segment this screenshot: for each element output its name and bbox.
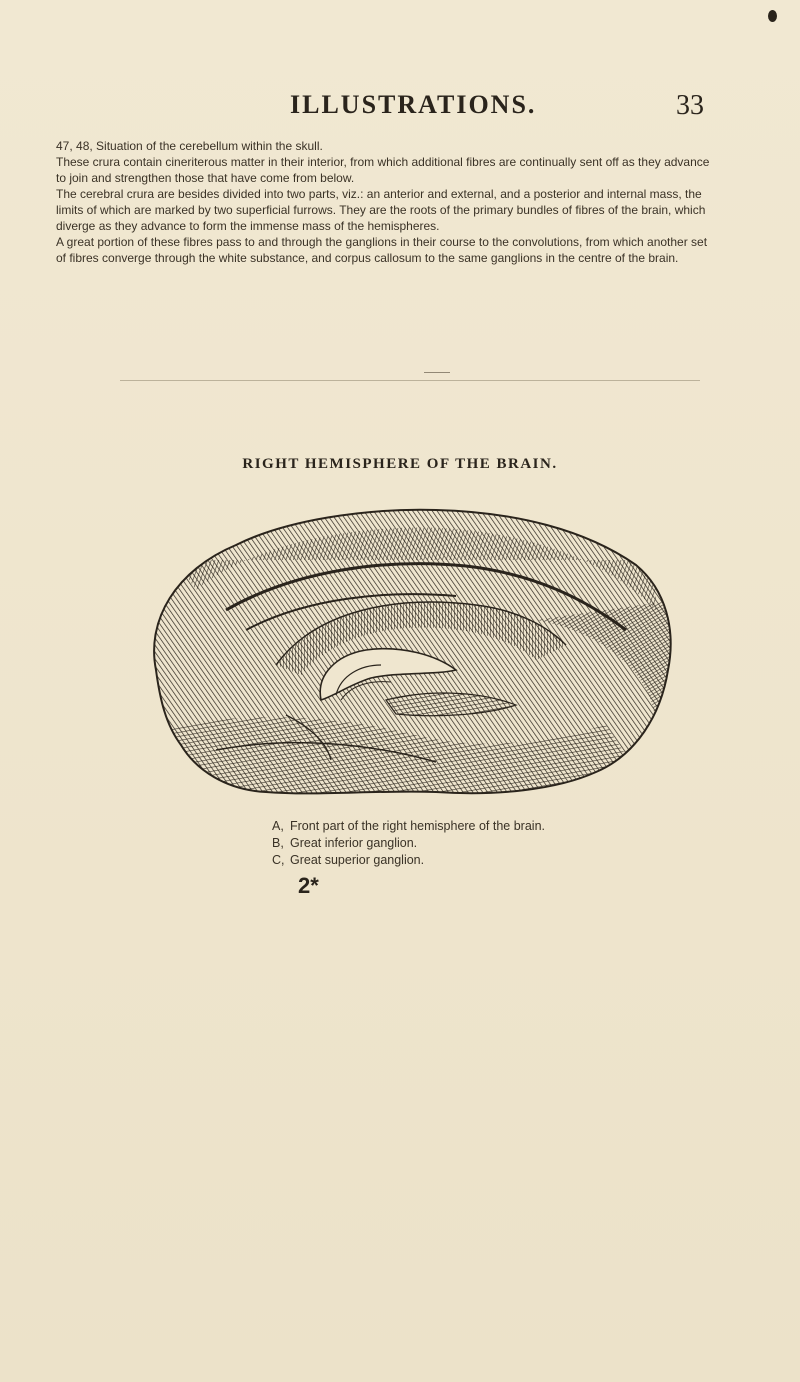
legend-item (272, 835, 632, 852)
ink-spot (768, 10, 777, 22)
caption-paragraph: A great portion of these fibres pass to and through the ganglions in their course to the convolutions, from which another set of fibres converge through the white substance, and corpus callosum to the same ganglions in the centre of the brain. (56, 235, 708, 265)
figure-legend (272, 818, 632, 869)
caption-paragraph: The cerebral crura are besides divided into two parts, viz.: an anterior and external, and a posterior and internal mass, the limits of which are marked by two superficial furrows. They are the roots of the primary bundles of fibres of the brain, which diverge as they advance to form the immense mass of the hemispheres. (56, 187, 706, 233)
legend-item (272, 852, 632, 869)
legend-key: C, (272, 853, 285, 867)
legend-key: B, (272, 836, 284, 850)
figure-title: RIGHT HEMISPHERE OF THE BRAIN. (242, 456, 558, 472)
caption-text (56, 138, 712, 266)
brain-hemisphere-engraving (136, 500, 676, 800)
legend-text: Great superior ganglion. (290, 853, 425, 867)
divider-mark (424, 372, 450, 373)
divider-rule (120, 380, 700, 381)
caption-paragraph: These crura contain cineriterous matter in their interior, from which additional fibres are continually sent off as they advance to join and strengthen those that have come from below. (56, 155, 710, 185)
legend-item (272, 818, 632, 835)
page-header (0, 90, 800, 130)
running-title: ILLUSTRATIONS. (290, 90, 537, 119)
legend-key: A, (272, 819, 284, 833)
legend-text: Great inferior ganglion. (290, 836, 418, 850)
legend-text: Front part of the right hemisphere of the brain. (290, 819, 545, 833)
signature-mark: 2* (298, 873, 319, 898)
caption-paragraph: 47, 48, Situation of the cerebellum within the skull. (56, 139, 323, 153)
page-number: 33 (676, 90, 704, 121)
